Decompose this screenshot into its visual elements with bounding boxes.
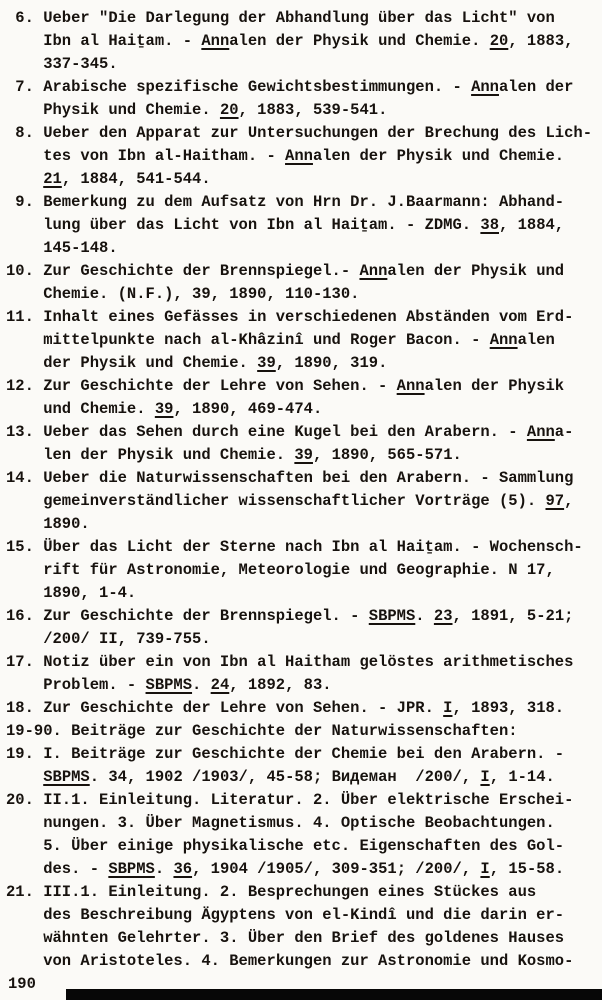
text-segment: , 1892, 83.: [229, 676, 332, 694]
text-segment: ,: [564, 492, 574, 510]
bibliography-line: [6, 835, 602, 858]
text-segment: des Beschreibung Ägyptens von el-Kindî und die darin er-: [6, 906, 565, 924]
underlined-text: 20: [219, 101, 239, 119]
text-segment: , 1883, 539-541.: [238, 101, 388, 119]
bibliography-line: [6, 53, 602, 76]
text-segment: des. -: [6, 860, 109, 878]
text-segment: tes von Ibn al-Haitham. -: [6, 147, 286, 165]
bibliography-entry-12: [6, 375, 602, 421]
text-segment: 13. Ueber das Sehen durch eine Kugel bei den Arabern. -: [6, 423, 527, 441]
underlined-text: Ann: [471, 78, 499, 96]
bibliography-entry-16: [6, 605, 602, 651]
underlined-text: Ann: [285, 147, 313, 165]
bibliography-line: [6, 283, 602, 306]
bibliography-line: [6, 674, 602, 697]
text-segment: a-: [554, 423, 574, 441]
underlined-text: 38: [480, 216, 499, 234]
text-segment: , 1891, 5-21;: [452, 607, 574, 625]
bibliography-line: [6, 375, 602, 398]
bibliography-line: [6, 467, 602, 490]
underlined-text: I: [480, 860, 490, 878]
text-segment: 19-90. Beiträge zur Geschichte der Naturwissenschaften:: [6, 722, 518, 740]
underlined-text: SBPMS: [108, 860, 155, 878]
text-segment: 6. Ueber "Die Darlegung der Abhandlung über das Licht" von: [6, 9, 555, 27]
bibliography-entry-15: [6, 536, 602, 605]
bibliography-entry-17: [6, 651, 602, 697]
bibliography-line: [6, 743, 602, 766]
text-segment: , 1890, 565-571.: [312, 446, 462, 464]
text-segment: len der Physik und Chemie.: [6, 446, 295, 464]
bibliography-entry-19-90: [6, 720, 602, 743]
bibliography-line: [6, 306, 602, 329]
text-segment: , 1884, 541-544.: [61, 170, 211, 188]
text-segment: Ibn al Haiṯam. -: [6, 32, 202, 50]
underlined-text: Ann: [396, 377, 425, 395]
bibliography-line: [6, 122, 602, 145]
bibliography-entry-11: [6, 306, 602, 375]
underlined-text: Ann: [489, 331, 518, 349]
underlined-text: Ann: [359, 262, 388, 280]
text-segment: 20. II.1. Einleitung. Literatur. 2. Über elektrische Erschei-: [6, 791, 574, 809]
text-segment: .: [415, 607, 434, 625]
scan-artifact-bar: [66, 989, 602, 1000]
bibliography-line: [6, 260, 602, 283]
text-segment: 1890, 1-4.: [6, 584, 137, 602]
text-segment: von Aristoteles. 4. Bemerkungen zur Astronomie und Kosmo-: [6, 952, 574, 970]
text-segment: 7. Arabische spezifische Gewichtsbestimmungen. -: [6, 78, 472, 96]
bibliography-entry-7: [6, 76, 602, 122]
bibliography-line: [6, 352, 602, 375]
text-segment: und Chemie.: [6, 400, 155, 418]
text-segment: alen der: [498, 78, 574, 96]
underlined-text: 36: [173, 860, 193, 878]
bibliography-line: [6, 329, 602, 352]
text-segment: mittelpunkte nach al-Khâzinî und Roger Bacon. -: [6, 331, 490, 349]
text-segment: 5. Über einige physikalische etc. Eigenschaften des Gol-: [6, 837, 565, 855]
underlined-text: 39: [294, 446, 313, 464]
text-segment: alen der Physik: [424, 377, 565, 395]
text-segment: 8. Ueber den Apparat zur Untersuchungen der Brechung des Lich-: [6, 124, 592, 142]
underlined-text: 24: [210, 676, 230, 694]
underlined-text: 97: [545, 492, 565, 510]
bibliography-line: [6, 490, 602, 513]
bibliography-line: [6, 582, 602, 605]
bibliography-line: [6, 237, 602, 260]
bibliography-entry-8: [6, 122, 602, 191]
text-segment: 15. Über das Licht der Sterne nach Ibn al Haiṯam. - Wochensch-: [6, 538, 583, 556]
bibliography-entry-18: [6, 697, 602, 720]
text-segment: Problem. -: [6, 676, 146, 694]
text-segment: 10. Zur Geschichte der Brennspiegel.-: [6, 262, 360, 280]
bibliography-entry-10: [6, 260, 602, 306]
text-segment: rift für Astronomie, Meteorologie und Geographie. N 17,: [6, 561, 555, 579]
text-segment: , 1884,: [499, 216, 565, 234]
text-segment: , 1904 /1905/, 309-351; /200/,: [192, 860, 481, 878]
text-segment: 145-148.: [6, 239, 118, 257]
bibliography-line: [6, 191, 602, 214]
text-segment: 19. I. Beiträge zur Geschichte der Chemie bei den Arabern. -: [6, 745, 565, 763]
text-segment: alen der Physik und Chemie.: [312, 147, 565, 165]
bibliography-line: [6, 214, 602, 237]
text-segment: 9. Bemerkung zu dem Aufsatz von Hrn Dr. J.Baarmann: Abhand-: [6, 193, 565, 211]
text-segment: 21. III.1. Einleitung. 2. Besprechungen eines Stückes aus: [6, 883, 537, 901]
bibliography-entry-21: [6, 881, 602, 973]
bibliography-line: [6, 950, 602, 973]
bibliography-entry-14: [6, 467, 602, 536]
text-segment: Physik und Chemie.: [6, 101, 220, 119]
bibliography-line: [6, 651, 602, 674]
text-segment: alen: [517, 331, 555, 349]
bibliography-entry-9: [6, 191, 602, 260]
text-segment: , 1890, 469-474.: [173, 400, 323, 418]
bibliography-line: [6, 99, 602, 122]
bibliography-line: [6, 559, 602, 582]
bibliography-line: [6, 697, 602, 720]
bibliography-list: [6, 7, 602, 973]
text-segment: 337-345.: [6, 55, 118, 73]
bibliography-line: [6, 145, 602, 168]
bibliography-line: [6, 444, 602, 467]
text-segment: gemeinverständlicher wissenschaftlicher Vorträge (5).: [6, 492, 546, 510]
bibliography-line: [6, 881, 602, 904]
text-segment: 18. Zur Geschichte der Lehre von Sehen. - JPR.: [6, 699, 444, 717]
bibliography-line: [6, 720, 602, 743]
bibliography-line: [6, 168, 602, 191]
underlined-text: 39: [257, 354, 276, 372]
bibliography-line: [6, 421, 602, 444]
underlined-text: Ann: [526, 423, 555, 441]
text-segment: 17. Notiz über ein von Ibn al Haitham gelöstes arithmetisches: [6, 653, 574, 671]
bibliography-line: [6, 904, 602, 927]
bibliography-line: [6, 766, 602, 789]
text-segment: , 1890, 319.: [275, 354, 388, 372]
bibliography-entry-20: [6, 789, 602, 881]
text-segment: , 1893, 318.: [452, 699, 565, 717]
bibliography-entry-19: [6, 743, 602, 789]
bibliography-line: [6, 76, 602, 99]
bibliography-line: [6, 7, 602, 30]
bibliography-line: [6, 927, 602, 950]
bibliography-line: [6, 536, 602, 559]
bibliography-line: [6, 30, 602, 53]
bibliography-line: [6, 513, 602, 536]
underlined-text: 39: [154, 400, 174, 418]
underlined-text: SBPMS: [368, 607, 416, 625]
text-segment: [6, 768, 43, 786]
text-segment: . 34, 1902 /1903/, 45-58; Видеман /200/,: [89, 768, 481, 786]
text-segment: alen der Physik und: [387, 262, 565, 280]
text-segment: alen der Physik und Chemie.: [229, 32, 490, 50]
text-segment: 1890.: [6, 515, 90, 533]
text-segment: Chemie. (N.F.), 39, 1890, 110-130.: [6, 285, 360, 303]
underlined-text: 21: [43, 170, 62, 188]
underlined-text: 20: [489, 32, 509, 50]
text-segment: wähnten Gelehrter. 3. Über den Brief des goldenes Hauses: [6, 929, 565, 947]
text-segment: 16. Zur Geschichte der Brennspiegel. -: [6, 607, 369, 625]
underlined-text: I: [480, 768, 490, 786]
text-segment: 14. Ueber die Naturwissenschaften bei den Arabern. - Sammlung: [6, 469, 574, 487]
bibliography-line: [6, 398, 602, 421]
underlined-text: Ann: [201, 32, 230, 50]
bibliography-line: [6, 605, 602, 628]
underlined-text: SBPMS: [43, 768, 90, 786]
text-segment: 12. Zur Geschichte der Lehre von Sehen. -: [6, 377, 397, 395]
text-segment: lung über das Licht von Ibn al Haiṯam. - ZDMG.: [6, 216, 481, 234]
bibliography-line: [6, 812, 602, 835]
underlined-text: I: [443, 699, 453, 717]
bibliography-line: [6, 628, 602, 651]
text-segment: , 15-58.: [489, 860, 565, 878]
bibliography-entry-13: [6, 421, 602, 467]
text-segment: 11. Inhalt eines Gefässes in verschiedenen Abständen vom Erd-: [6, 308, 574, 326]
underlined-text: SBPMS: [145, 676, 193, 694]
text-segment: nungen. 3. Über Magnetismus. 4. Optische Beobachtungen.: [6, 814, 555, 832]
text-segment: .: [192, 676, 211, 694]
text-segment: [6, 170, 43, 188]
page-number: 190: [8, 975, 36, 993]
underlined-text: 23: [433, 607, 453, 625]
text-segment: , 1883,: [508, 32, 574, 50]
text-segment: .: [154, 860, 174, 878]
bibliography-entry-6: [6, 7, 602, 76]
text-segment: der Physik und Chemie.: [6, 354, 258, 372]
text-segment: /200/ II, 739-755.: [6, 630, 211, 648]
bibliography-line: [6, 858, 602, 881]
text-segment: , 1-14.: [489, 768, 555, 786]
bibliography-line: [6, 789, 602, 812]
